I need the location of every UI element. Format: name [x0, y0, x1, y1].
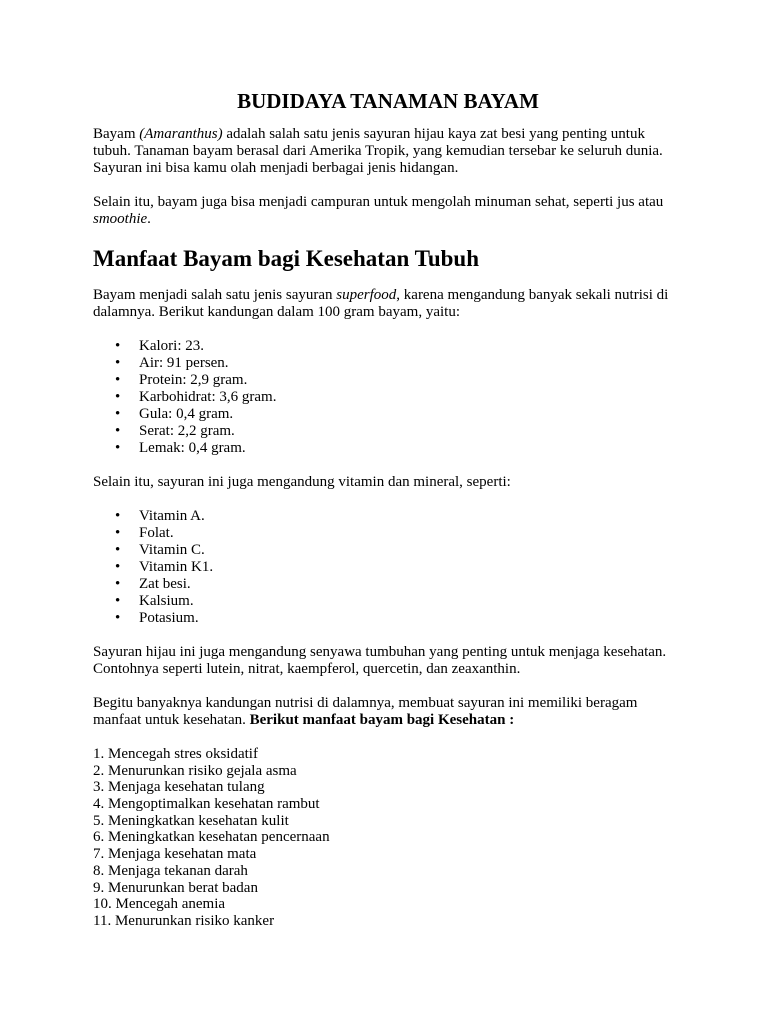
list-item: • Air: 91 persen.: [115, 355, 229, 371]
intro-p2-text-rest: .: [147, 211, 151, 227]
list-item: • Vitamin K1.: [115, 559, 214, 575]
bullet-icon: •: [115, 559, 121, 575]
list-item: 4. Mengoptimalkan kesehatan rambut: [93, 796, 320, 813]
bullet-icon: •: [115, 406, 121, 422]
list-item: 9. Menurunkan berat badan: [93, 879, 258, 896]
nutrient-list: [93, 338, 683, 457]
bullet-icon: •: [115, 525, 121, 541]
bullet-icon: •: [115, 440, 121, 456]
section-p1-text-rest: , karena mengandung banyak sekali nutrisi di dalamnya. Berikut kandungan dalam 100 gram bayam, yaitu:: [93, 287, 669, 320]
bullet-icon: •: [115, 576, 121, 592]
intro-p1-text: Bayam: [93, 126, 140, 142]
bullet-icon: •: [115, 355, 121, 371]
section-p1-italic: superfood: [336, 287, 397, 303]
bullet-icon: •: [115, 338, 121, 354]
list-item: 1. Mencegah stres oksidatif: [93, 746, 258, 762]
section-p4-bold: Berikut manfaat bayam bagi Kesehatan :: [249, 712, 515, 728]
section-paragraph-2: Selain itu, sayuran ini juga mengandung vitamin dan mineral, seperti:: [93, 474, 511, 490]
intro-p1-scientific-name: (Amaranthus): [139, 126, 223, 142]
list-item: • Gula: 0,4 gram.: [115, 406, 234, 422]
section-paragraph-3: Sayuran hijau ini juga mengandung senyawa tumbuhan yang penting untuk menjaga kesehatan. Contohnya seperti lutein, nitrat, kaempferol, quercetin, dan zeaxanthin.: [93, 644, 667, 677]
intro-paragraph-2: [93, 194, 683, 228]
list-item: • Folat.: [115, 525, 174, 541]
section-paragraph-4: [93, 695, 683, 729]
section-p4-text: Begitu banyaknya kandungan nutrisi di dalamnya, membuat sayuran ini memiliki beragam manfaat untuk kesehatan.: [93, 695, 638, 728]
list-item: • Kalori: 23.: [115, 338, 204, 354]
bullet-icon: •: [115, 593, 121, 609]
list-item: 7. Menjaga kesehatan mata: [93, 846, 257, 863]
bullet-icon: •: [115, 389, 121, 405]
document-page: [93, 88, 683, 930]
list-item: 8. Menjaga tekanan darah: [93, 862, 248, 879]
list-item: • Lemak: 0,4 gram.: [115, 440, 246, 456]
section-p1-text: Bayam menjadi salah satu jenis sayuran: [93, 287, 337, 303]
list-item: • Protein: 2,9 gram.: [115, 372, 248, 388]
list-item: 10. Mencegah anemia: [93, 896, 226, 913]
list-item: 5. Meningkatkan kesehatan kulit: [93, 812, 289, 829]
section-paragraph-1: [93, 287, 683, 321]
list-item: 3. Menjaga kesehatan tulang: [93, 779, 265, 796]
list-item: 11. Menurunkan risiko kanker: [93, 912, 275, 929]
list-item: • Vitamin C.: [115, 542, 205, 558]
list-item: • Kalsium.: [115, 593, 194, 609]
list-item: • Vitamin A.: [115, 508, 205, 524]
bullet-icon: •: [115, 542, 121, 558]
bullet-icon: •: [115, 610, 121, 626]
bullet-icon: •: [115, 508, 121, 524]
bullet-icon: •: [115, 423, 121, 439]
section-heading: Manfaat Bayam bagi Kesehatan Tubuh: [93, 246, 479, 271]
intro-p2-text: Selain itu, bayam juga bisa menjadi campuran untuk mengolah minuman sehat, seperti jus atau: [93, 194, 664, 210]
benefit-list: [93, 746, 683, 930]
list-item: • Karbohidrat: 3,6 gram.: [115, 389, 277, 405]
list-item: • Potasium.: [115, 610, 199, 626]
intro-p1-text-rest: adalah salah satu jenis sayuran hijau kaya zat besi yang penting untuk tubuh. Tanaman bayam berasal dari Amerika Tropik, yang kemudian tersebar ke seluruh dunia. Sayuran ini bisa kamu olah menjadi berbagai jenis hidangan.: [93, 126, 663, 176]
vitamin-list: [93, 508, 683, 627]
intro-p2-italic: smoothie: [93, 211, 148, 227]
bullet-icon: •: [115, 372, 121, 388]
list-item: 2. Menurunkan risiko gejala asma: [93, 762, 297, 779]
intro-paragraph-1: [93, 126, 683, 177]
document-title: BUDIDAYA TANAMAN BAYAM: [237, 89, 539, 113]
list-item: 6. Meningkatkan kesehatan pencernaan: [93, 829, 330, 846]
list-item: • Serat: 2,2 gram.: [115, 423, 235, 439]
list-item: • Zat besi.: [115, 576, 191, 592]
